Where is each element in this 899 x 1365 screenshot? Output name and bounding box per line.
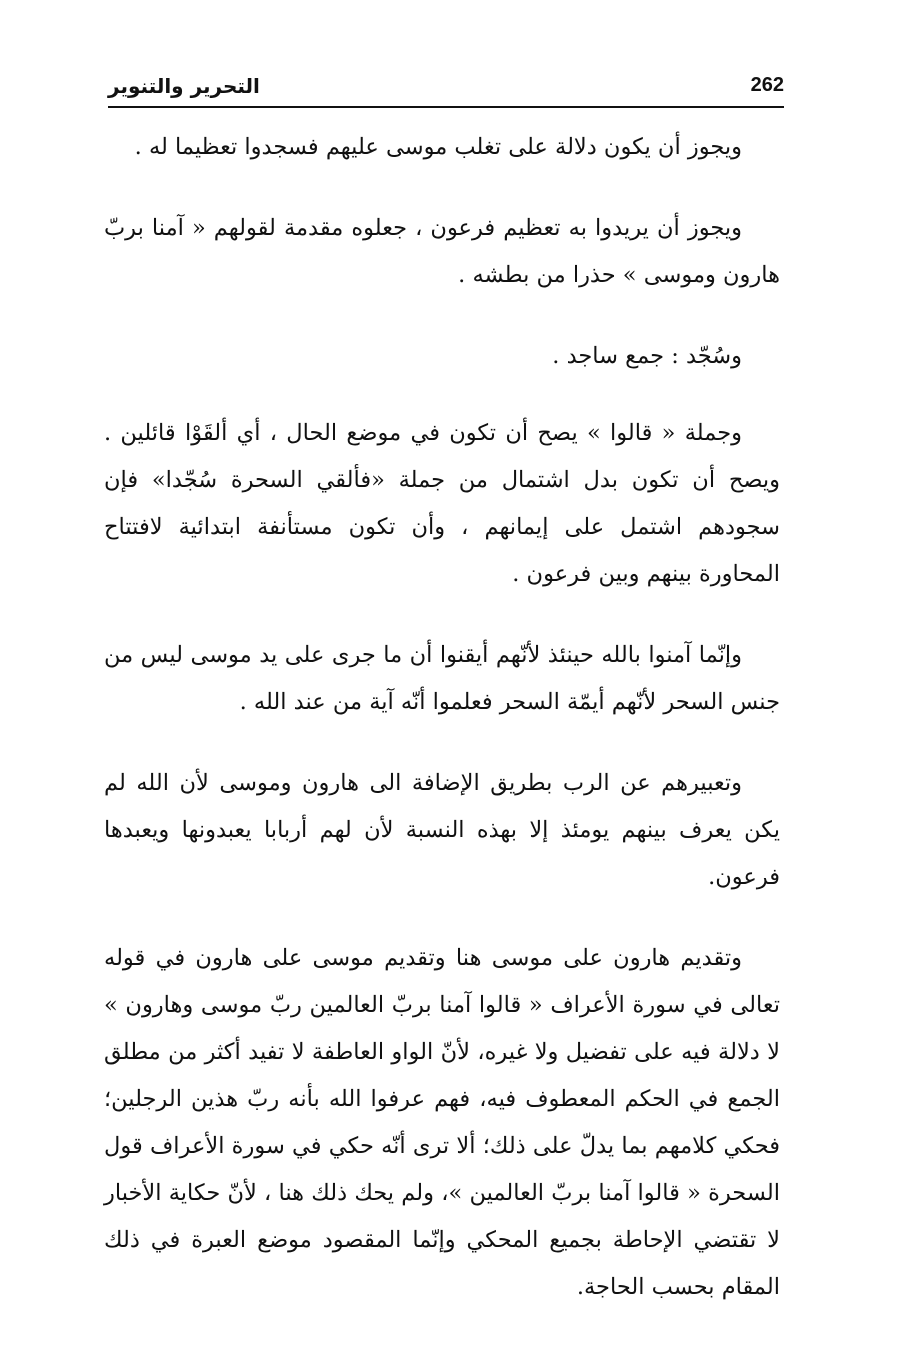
- paragraph: ويجوز أن يريدوا به تعظيم فرعون ، جعلوه مقدمة لقولهم « آمنا بربّ هارون وموسى » حذرا من بطشه .: [104, 215, 780, 288]
- body-text: [104, 124, 780, 1345]
- paragraph: ويجوز أن يكون دلالة على تغلب موسى عليهم فسجدوا تعظيما له .: [134, 134, 742, 160]
- page-header: [108, 72, 784, 108]
- paragraph: وتقديم هارون على موسى هنا وتقديم موسى على هارون في قوله تعالى في سورة الأعراف « قالوا آمنا بربّ العالمين ربّ موسى وهارون » لا دلالة فيه على تفضيل ولا غيره، لأنّ الواو العاطفة لا تفيد أكثر من مطلق الجمع في الحكم المعطوف فيه، فهم عرفوا الله بأنه ربّ هذين الرجلين؛ فحكي كلامهم بما يدلّ على ذلك؛ ألا ترى أنّه حكي في سورة الأعراف قول السحرة « قالوا آمنا بربّ العالمين »، ولم يحك ذلك هنا ، لأنّ حكاية الأخبار لا تقتضي الإحاطة بجميع المحكي وإنّما المقصود موضع العبرة في ذلك المقام بحسب الحاجة.: [104, 945, 780, 1300]
- paragraph: وجملة « قالوا » يصح أن تكون في موضع الحال ، أي ألقَوْا قائلين . ويصح أن تكون بدل اشتمال من جملة «فألقي السحرة سُجّدا» فإن سجودهم اشتمل على إيمانهم ، وأن تكون مستأنفة ابتدائية لافتتاح المحاورة بينهم وبين فرعون .: [104, 420, 780, 587]
- paragraph: وسُجّد : جمع ساجد .: [552, 343, 742, 369]
- page-number: 262: [750, 74, 784, 96]
- paragraph: وتعبيرهم عن الرب بطريق الإضافة الى هارون وموسى لأن الله لم يكن يعرف بينهم يومئذ إلا بهذه النسبة لأن لهم أربابا يعبدونها ويعبدها فرعون.: [104, 770, 780, 890]
- running-title: التحرير والتنوير: [108, 74, 260, 98]
- paragraph: وإنّما آمنوا بالله حينئذ لأنّهم أيقنوا أن ما جرى على يد موسى ليس من جنس السحر لأنّهم أيمّة السحر فعلموا أنّه آية من عند الله .: [104, 642, 780, 715]
